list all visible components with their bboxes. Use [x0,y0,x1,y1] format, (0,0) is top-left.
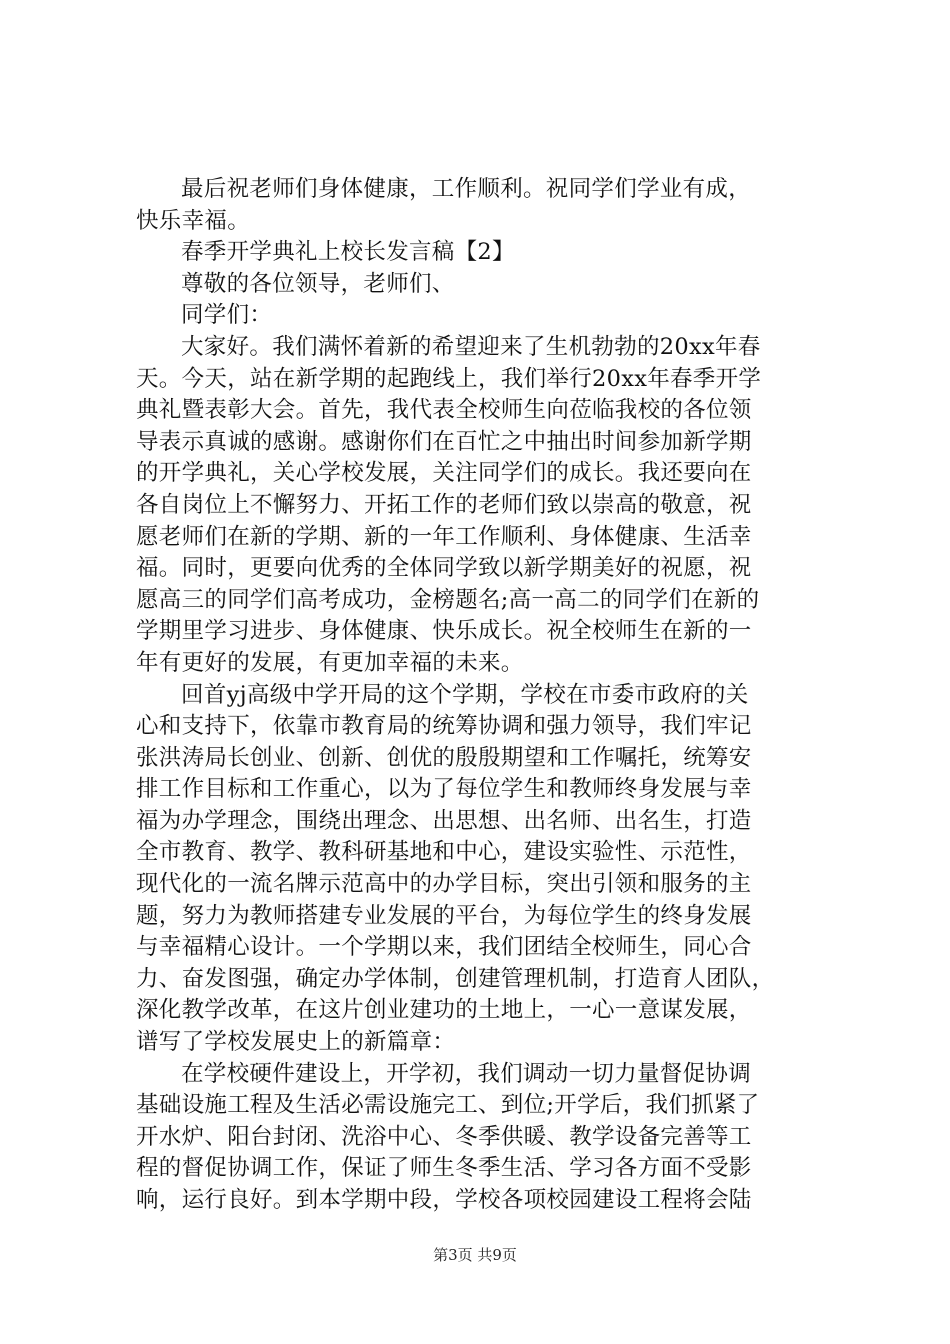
text-line: 在学校硬件建设上，开学初，我们调动一切力量督促协调 [181,1060,752,1087]
text-line: 程的督促协调工作，保证了师生冬季生活、学习各方面不受影 [136,1155,752,1182]
text-line: 谱写了学校发展史上的新篇章： [136,1029,456,1056]
text-line: 张洪涛局长创业、创新、创优的殷殷期望和工作嘱托，统筹安 [136,744,752,771]
text-line: 天。今天，站在新学期的起跑线上，我们举行20xx年春季开学 [136,365,762,392]
text-line: 各自岗位上不懈努力、开拓工作的老师们致以崇高的敬意，祝 [136,491,752,518]
document-body [136,174,841,1217]
text-line: 回首yj高级中学开局的这个学期，学校在市委市政府的关 [181,681,749,708]
text-line: 春季开学典礼上校长发言稿【2】 [181,239,515,266]
text-line: 心和支持下，依靠市教育局的统筹协调和强力领导，我们牢记 [136,713,752,740]
text-line: 开水炉、阳台封闭、洗浴中心、冬季供暖、教学设备完善等工 [136,1123,752,1150]
text-line: 大家好。我们满怀着新的希望迎来了生机勃勃的20xx年春 [181,333,761,360]
text-line: 最后祝老师们身体健康，工作顺利。祝同学们学业有成， [181,176,752,202]
text-line: 年有更好的发展，有更加幸福的未来。 [136,649,524,676]
text-line: 题，努力为教师搭建专业发展的平台，为每位学生的终身发展 [136,902,752,929]
text-line: 现代化的一流名牌示范高中的办学目标，突出引领和服务的主 [136,871,752,898]
text-line: 力、奋发图强，确定办学体制，创建管理机制，打造育人团队， [136,965,775,992]
text-line: 与幸福精心设计。一个学期以来，我们团结全校师生，同心合 [136,934,752,961]
text-line: 典礼暨表彰大会。首先，我代表全校师生向莅临我校的各位领 [136,397,752,424]
text-line: 学期里学习进步、身体健康、快乐成长。祝全校师生在新的一 [136,618,752,645]
text-line: 导表示真诚的感谢。感谢你们在百忙之中抽出时间参加新学期 [136,428,752,455]
text-line: 全市教育、教学、教科研基地和中心，建设实验性、示范性， [136,839,752,866]
text-line: 快乐幸福。 [136,207,251,234]
text-line: 愿高三的同学们高考成功，金榜题名;高一高二的同学们在新的 [136,586,760,613]
text-line: 排工作目标和工作重心，以为了每位学生和教师终身发展与幸 [136,776,752,803]
text-line: 尊敬的各位领导，老师们、 [181,270,455,297]
text-line: 的开学典礼，关心学校发展，关注同学们的成长。我还要向在 [136,460,752,487]
text-line: 响，运行良好。到本学期中段，学校各项校园建设工程将会陆 [136,1187,752,1213]
text-line: 福为办学理念，围绕出理念、出思想、出名师、出名生，打造 [136,807,752,834]
text-line: 同学们： [181,302,273,329]
text-line: 福。同时，更要向优秀的全体同学致以新学期美好的祝愿，祝 [136,555,752,582]
text-line: 愿老师们在新的学期、新的一年工作顺利、身体健康、生活幸 [136,523,752,550]
page-footer: 第3页 共9页 [433,1246,517,1264]
text-line: 基础设施工程及生活必需设施完工、到位;开学后，我们抓紧了 [136,1092,760,1119]
text-line: 深化教学改革，在这片创业建功的土地上，一心一意谋发展， [136,997,752,1024]
